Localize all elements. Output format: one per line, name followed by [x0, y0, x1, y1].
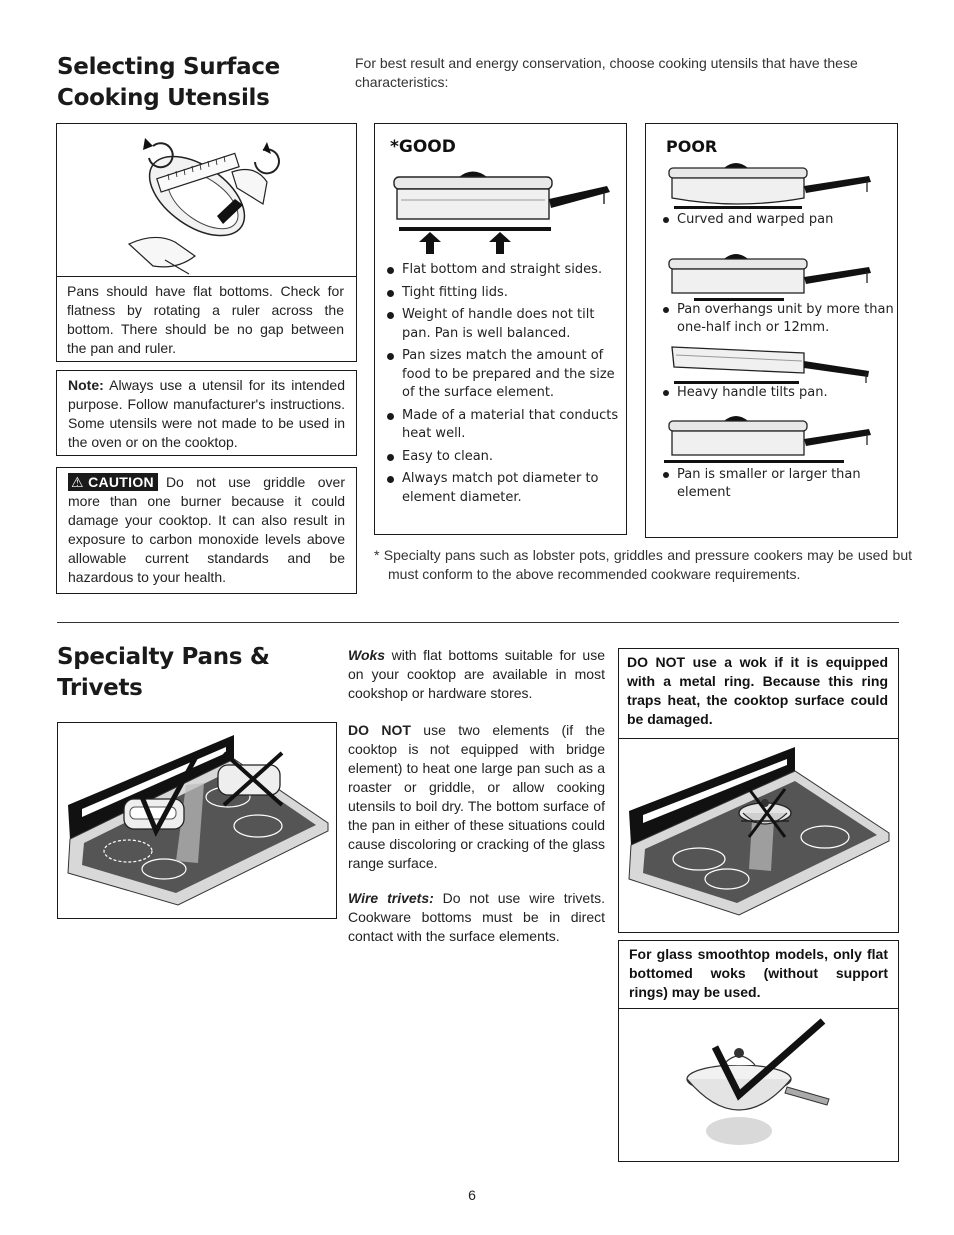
caution-label: CAUTION [88, 474, 154, 490]
poor-item: Curved and warped pan [661, 211, 902, 229]
poor-item: Heavy handle tilts pan. [661, 384, 902, 402]
good-item: Tight fitting lids. [386, 284, 622, 303]
good-item: Always match pot diameter to element diameter. [386, 470, 622, 507]
good-item: Flat bottom and straight sides. [386, 261, 622, 280]
title-line-2: Cooking Utensils [57, 85, 270, 111]
trivets-paragraph [348, 889, 605, 946]
flat-bottom-text: Pans should have flat bottoms. Check for flatness by rotating a ruler across the bottom. There should be no gap between the pan and ruler. [67, 283, 344, 356]
section-divider [57, 622, 899, 623]
section-title-specialty-pans: Specialty Pans & Trivets [57, 644, 270, 701]
tilted-pan-illustration [664, 337, 884, 387]
flat-bottom-divider [57, 276, 356, 277]
good-item: Pan sizes match the amount of food to be prepared and the size of the surface element. [386, 347, 622, 403]
poor-item: Pan is smaller or larger than element [661, 466, 902, 501]
good-item: Weight of handle does not tilt pan. Pan is well balanced. [386, 306, 622, 343]
mismatch-pan-illustration [664, 409, 884, 464]
page-number: 6 [468, 1187, 476, 1203]
poor-box [645, 123, 898, 538]
caution-text: Do not use griddle over more than one burner because it could damage your cooktop. It can also result in exposure to carbon monoxide levels above allowable current standards and be hazardous to your health. [68, 474, 345, 585]
flat-bottom-box [56, 123, 357, 362]
section-title-selecting-utensils [57, 52, 337, 114]
caution-badge [68, 473, 158, 491]
donot-text: use two elements (if the cooktop is not equipped with bridge element) to heat one large pan such as a roaster or griddle, or allow cooking utensils to boil dry. The bottom surface of the pan in either of these situations could cause discoloring or cracking of the glass range surface. [348, 722, 605, 871]
trivets-text: Do not use wire trivets. Cookware bottoms must be in direct contact with the surface elements. [348, 890, 605, 944]
poor-heading: POOR [666, 137, 718, 156]
note-text: Always use a utensil for its intended purpose. Follow manufacturer's instructions. Some utensils were not made to be used in the oven or on the cooktop. [68, 377, 345, 450]
wok-ring-cooktop-illustration [619, 739, 898, 932]
curved-pan-illustration [664, 156, 884, 210]
good-pan-illustration [389, 164, 619, 259]
donot-paragraph [348, 721, 605, 873]
woks-paragraph [348, 646, 605, 703]
caution-box [56, 467, 357, 594]
griddle-cooktop-illustration [57, 722, 337, 919]
warning-triangle-icon: ⚠ [71, 474, 84, 490]
intro-text: For best result and energy conservation, choose cooking utensils that have these characteristics: [355, 55, 858, 90]
wok-ring-text: DO NOT use a wok if it is equipped with a metal ring. Because this ring traps heat, the cooktop surface could be damaged. [627, 654, 888, 727]
wok-ring-box [618, 648, 899, 933]
poor-item: Pan overhangs unit by more than one-half inch or 12mm. [661, 301, 902, 336]
good-heading: *GOOD [390, 137, 456, 157]
good-item: Easy to clean. [386, 448, 622, 467]
good-box [374, 123, 627, 535]
donot-label: DO NOT [348, 722, 411, 738]
good-item: Made of a material that conducts heat well. [386, 407, 622, 444]
good-list [386, 261, 622, 511]
ruler-illustration [57, 124, 356, 276]
smoothtop-box [618, 940, 899, 1162]
note-box [56, 370, 357, 456]
flat-wok-illustration [619, 1009, 898, 1161]
title-line-1: Selecting Surface [57, 54, 280, 80]
trivets-label: Wire trivets: [348, 890, 434, 906]
woks-text: with flat bottoms suitable for use on your cooktop are available in most cookshop or hardware stores. [348, 647, 605, 701]
smoothtop-text: For glass smoothtop models, only flat bottomed woks (without support rings) may be used. [629, 946, 888, 1000]
note-label: Note: [68, 377, 104, 393]
woks-label: Woks [348, 647, 386, 663]
footnote: * Specialty pans such as lobster pots, griddles and pressure cookers may be used but must conform to the above recommended cookware requirements. [374, 547, 912, 582]
overhang-pan-illustration [664, 247, 884, 307]
